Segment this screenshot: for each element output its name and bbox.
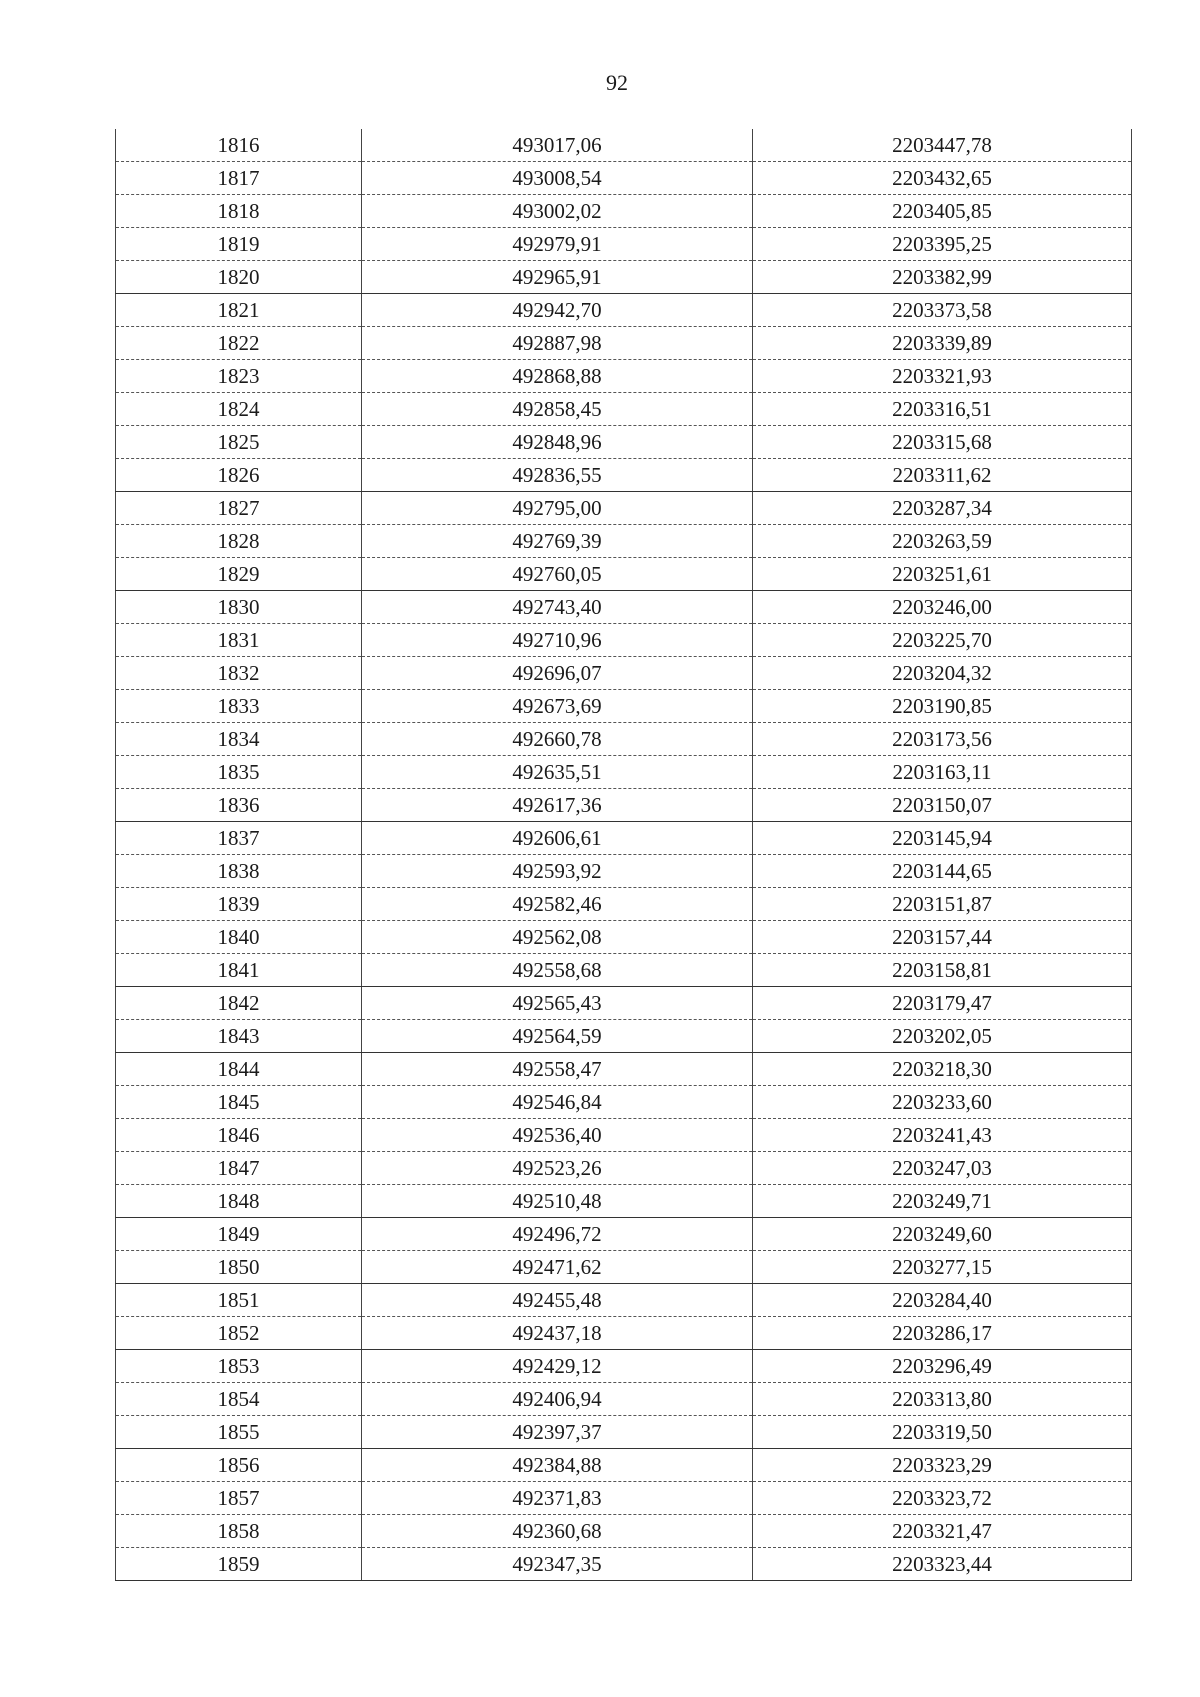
- point-number-cell: 1850: [116, 1251, 362, 1284]
- point-number-cell: 1828: [116, 525, 362, 558]
- x-coordinate-cell: 492582,46: [362, 888, 753, 921]
- x-coordinate-cell: 492562,08: [362, 921, 753, 954]
- table-row: [116, 624, 1132, 657]
- point-number-cell: 1821: [116, 294, 362, 327]
- table-row: [116, 756, 1132, 789]
- y-coordinate-cell: 2203218,30: [753, 1053, 1132, 1086]
- table-row: [116, 558, 1132, 591]
- point-number-cell: 1856: [116, 1449, 362, 1482]
- y-coordinate-cell: 2203323,44: [753, 1548, 1132, 1581]
- table-row: [116, 690, 1132, 723]
- y-coordinate-cell: 2203373,58: [753, 294, 1132, 327]
- y-coordinate-cell: 2203339,89: [753, 327, 1132, 360]
- point-number-cell: 1839: [116, 888, 362, 921]
- table-row: [116, 228, 1132, 261]
- y-coordinate-cell: 2203382,99: [753, 261, 1132, 294]
- x-coordinate-cell: 492510,48: [362, 1185, 753, 1218]
- y-coordinate-cell: 2203241,43: [753, 1119, 1132, 1152]
- point-number-cell: 1817: [116, 162, 362, 195]
- table-row: [116, 1218, 1132, 1251]
- y-coordinate-cell: 2203432,65: [753, 162, 1132, 195]
- table-row: [116, 1185, 1132, 1218]
- x-coordinate-cell: 492455,48: [362, 1284, 753, 1317]
- table-row: [116, 1383, 1132, 1416]
- point-number-cell: 1829: [116, 558, 362, 591]
- x-coordinate-cell: 492558,68: [362, 954, 753, 987]
- x-coordinate-cell: 492536,40: [362, 1119, 753, 1152]
- point-number-cell: 1855: [116, 1416, 362, 1449]
- point-number-cell: 1846: [116, 1119, 362, 1152]
- point-number-cell: 1847: [116, 1152, 362, 1185]
- point-number-cell: 1833: [116, 690, 362, 723]
- point-number-cell: 1854: [116, 1383, 362, 1416]
- y-coordinate-cell: 2203319,50: [753, 1416, 1132, 1449]
- x-coordinate-cell: 493008,54: [362, 162, 753, 195]
- point-number-cell: 1837: [116, 822, 362, 855]
- x-coordinate-cell: 492942,70: [362, 294, 753, 327]
- x-coordinate-cell: 492347,35: [362, 1548, 753, 1581]
- point-number-cell: 1844: [116, 1053, 362, 1086]
- table-row: [116, 888, 1132, 921]
- y-coordinate-cell: 2203163,11: [753, 756, 1132, 789]
- x-coordinate-cell: 492848,96: [362, 426, 753, 459]
- point-number-cell: 1853: [116, 1350, 362, 1383]
- x-coordinate-cell: 492593,92: [362, 855, 753, 888]
- y-coordinate-cell: 2203287,34: [753, 492, 1132, 525]
- table-row: [116, 1416, 1132, 1449]
- y-coordinate-cell: 2203315,68: [753, 426, 1132, 459]
- table-row: [116, 327, 1132, 360]
- x-coordinate-cell: 492635,51: [362, 756, 753, 789]
- point-number-cell: 1818: [116, 195, 362, 228]
- table-row: [116, 657, 1132, 690]
- point-number-cell: 1845: [116, 1086, 362, 1119]
- x-coordinate-cell: 492523,26: [362, 1152, 753, 1185]
- point-number-cell: 1840: [116, 921, 362, 954]
- y-coordinate-cell: 2203311,62: [753, 459, 1132, 492]
- y-coordinate-cell: 2203204,32: [753, 657, 1132, 690]
- point-number-cell: 1851: [116, 1284, 362, 1317]
- point-number-cell: 1842: [116, 987, 362, 1020]
- x-coordinate-cell: 492710,96: [362, 624, 753, 657]
- coordinates-table: [115, 129, 1132, 1581]
- table-row: [116, 360, 1132, 393]
- x-coordinate-cell: 492384,88: [362, 1449, 753, 1482]
- x-coordinate-cell: 492564,59: [362, 1020, 753, 1053]
- point-number-cell: 1827: [116, 492, 362, 525]
- page-number: 92: [606, 70, 628, 95]
- table-row: [116, 261, 1132, 294]
- x-coordinate-cell: 492858,45: [362, 393, 753, 426]
- x-coordinate-cell: 492743,40: [362, 591, 753, 624]
- table-row: [116, 525, 1132, 558]
- y-coordinate-cell: 2203321,47: [753, 1515, 1132, 1548]
- point-number-cell: 1832: [116, 657, 362, 690]
- point-number-cell: 1852: [116, 1317, 362, 1350]
- y-coordinate-cell: 2203286,17: [753, 1317, 1132, 1350]
- x-coordinate-cell: 492606,61: [362, 822, 753, 855]
- y-coordinate-cell: 2203179,47: [753, 987, 1132, 1020]
- y-coordinate-cell: 2203144,65: [753, 855, 1132, 888]
- y-coordinate-cell: 2203246,00: [753, 591, 1132, 624]
- y-coordinate-cell: 2203321,93: [753, 360, 1132, 393]
- point-number-cell: 1823: [116, 360, 362, 393]
- x-coordinate-cell: 492558,47: [362, 1053, 753, 1086]
- x-coordinate-cell: 493002,02: [362, 195, 753, 228]
- y-coordinate-cell: 2203313,80: [753, 1383, 1132, 1416]
- x-coordinate-cell: 492371,83: [362, 1482, 753, 1515]
- x-coordinate-cell: 492496,72: [362, 1218, 753, 1251]
- table-row: [116, 921, 1132, 954]
- y-coordinate-cell: 2203263,59: [753, 525, 1132, 558]
- x-coordinate-cell: 492397,37: [362, 1416, 753, 1449]
- point-number-cell: 1859: [116, 1548, 362, 1581]
- x-coordinate-cell: 492437,18: [362, 1317, 753, 1350]
- y-coordinate-cell: 2203405,85: [753, 195, 1132, 228]
- table-row: [116, 1515, 1132, 1548]
- x-coordinate-cell: 492760,05: [362, 558, 753, 591]
- table-row: [116, 1020, 1132, 1053]
- y-coordinate-cell: 2203249,60: [753, 1218, 1132, 1251]
- y-coordinate-cell: 2203249,71: [753, 1185, 1132, 1218]
- table-row: [116, 162, 1132, 195]
- y-coordinate-cell: 2203247,03: [753, 1152, 1132, 1185]
- table-row: [116, 1119, 1132, 1152]
- y-coordinate-cell: 2203323,29: [753, 1449, 1132, 1482]
- point-number-cell: 1848: [116, 1185, 362, 1218]
- point-number-cell: 1816: [116, 129, 362, 162]
- table-row: [116, 789, 1132, 822]
- table-row: [116, 1482, 1132, 1515]
- x-coordinate-cell: 492406,94: [362, 1383, 753, 1416]
- table-row: [116, 1086, 1132, 1119]
- x-coordinate-cell: 492617,36: [362, 789, 753, 822]
- point-number-cell: 1820: [116, 261, 362, 294]
- y-coordinate-cell: 2203316,51: [753, 393, 1132, 426]
- point-number-cell: 1822: [116, 327, 362, 360]
- x-coordinate-cell: 492471,62: [362, 1251, 753, 1284]
- x-coordinate-cell: 492696,07: [362, 657, 753, 690]
- table-row: [116, 129, 1132, 162]
- point-number-cell: 1843: [116, 1020, 362, 1053]
- point-number-cell: 1836: [116, 789, 362, 822]
- y-coordinate-cell: 2203151,87: [753, 888, 1132, 921]
- table-row: [116, 195, 1132, 228]
- table-row: [116, 459, 1132, 492]
- point-number-cell: 1835: [116, 756, 362, 789]
- table-row: [116, 855, 1132, 888]
- x-coordinate-cell: 492565,43: [362, 987, 753, 1020]
- table-row: [116, 1053, 1132, 1086]
- x-coordinate-cell: 492546,84: [362, 1086, 753, 1119]
- table-row: [116, 492, 1132, 525]
- table-row: [116, 1251, 1132, 1284]
- y-coordinate-cell: 2203323,72: [753, 1482, 1132, 1515]
- y-coordinate-cell: 2203447,78: [753, 129, 1132, 162]
- y-coordinate-cell: 2203277,15: [753, 1251, 1132, 1284]
- x-coordinate-cell: 492868,88: [362, 360, 753, 393]
- y-coordinate-cell: 2203190,85: [753, 690, 1132, 723]
- y-coordinate-cell: 2203233,60: [753, 1086, 1132, 1119]
- x-coordinate-cell: 492836,55: [362, 459, 753, 492]
- y-coordinate-cell: 2203157,44: [753, 921, 1132, 954]
- point-number-cell: 1819: [116, 228, 362, 261]
- table-row: [116, 1317, 1132, 1350]
- point-number-cell: 1849: [116, 1218, 362, 1251]
- table-row: [116, 1350, 1132, 1383]
- x-coordinate-cell: 492769,39: [362, 525, 753, 558]
- table-row: [116, 954, 1132, 987]
- table-row: [116, 1449, 1132, 1482]
- point-number-cell: 1857: [116, 1482, 362, 1515]
- y-coordinate-cell: 2203296,49: [753, 1350, 1132, 1383]
- y-coordinate-cell: 2203202,05: [753, 1020, 1132, 1053]
- x-coordinate-cell: 493017,06: [362, 129, 753, 162]
- point-number-cell: 1838: [116, 855, 362, 888]
- table-row: [116, 1152, 1132, 1185]
- y-coordinate-cell: 2203251,61: [753, 558, 1132, 591]
- y-coordinate-cell: 2203395,25: [753, 228, 1132, 261]
- x-coordinate-cell: 492360,68: [362, 1515, 753, 1548]
- table-row: [116, 987, 1132, 1020]
- point-number-cell: 1834: [116, 723, 362, 756]
- point-number-cell: 1841: [116, 954, 362, 987]
- y-coordinate-cell: 2203145,94: [753, 822, 1132, 855]
- table-row: [116, 294, 1132, 327]
- x-coordinate-cell: 492887,98: [362, 327, 753, 360]
- table-row: [116, 1284, 1132, 1317]
- table-row: [116, 393, 1132, 426]
- x-coordinate-cell: 492660,78: [362, 723, 753, 756]
- point-number-cell: 1831: [116, 624, 362, 657]
- x-coordinate-cell: 492979,91: [362, 228, 753, 261]
- point-number-cell: 1858: [116, 1515, 362, 1548]
- table-row: [116, 426, 1132, 459]
- point-number-cell: 1824: [116, 393, 362, 426]
- y-coordinate-cell: 2203225,70: [753, 624, 1132, 657]
- point-number-cell: 1825: [116, 426, 362, 459]
- table-row: [116, 591, 1132, 624]
- y-coordinate-cell: 2203158,81: [753, 954, 1132, 987]
- x-coordinate-cell: 492429,12: [362, 1350, 753, 1383]
- x-coordinate-cell: 492965,91: [362, 261, 753, 294]
- y-coordinate-cell: 2203284,40: [753, 1284, 1132, 1317]
- y-coordinate-cell: 2203150,07: [753, 789, 1132, 822]
- table-row: [116, 723, 1132, 756]
- coordinates-table-body: [116, 129, 1132, 1581]
- table-row: [116, 822, 1132, 855]
- table-row: [116, 1548, 1132, 1581]
- x-coordinate-cell: 492795,00: [362, 492, 753, 525]
- point-number-cell: 1826: [116, 459, 362, 492]
- y-coordinate-cell: 2203173,56: [753, 723, 1132, 756]
- x-coordinate-cell: 492673,69: [362, 690, 753, 723]
- point-number-cell: 1830: [116, 591, 362, 624]
